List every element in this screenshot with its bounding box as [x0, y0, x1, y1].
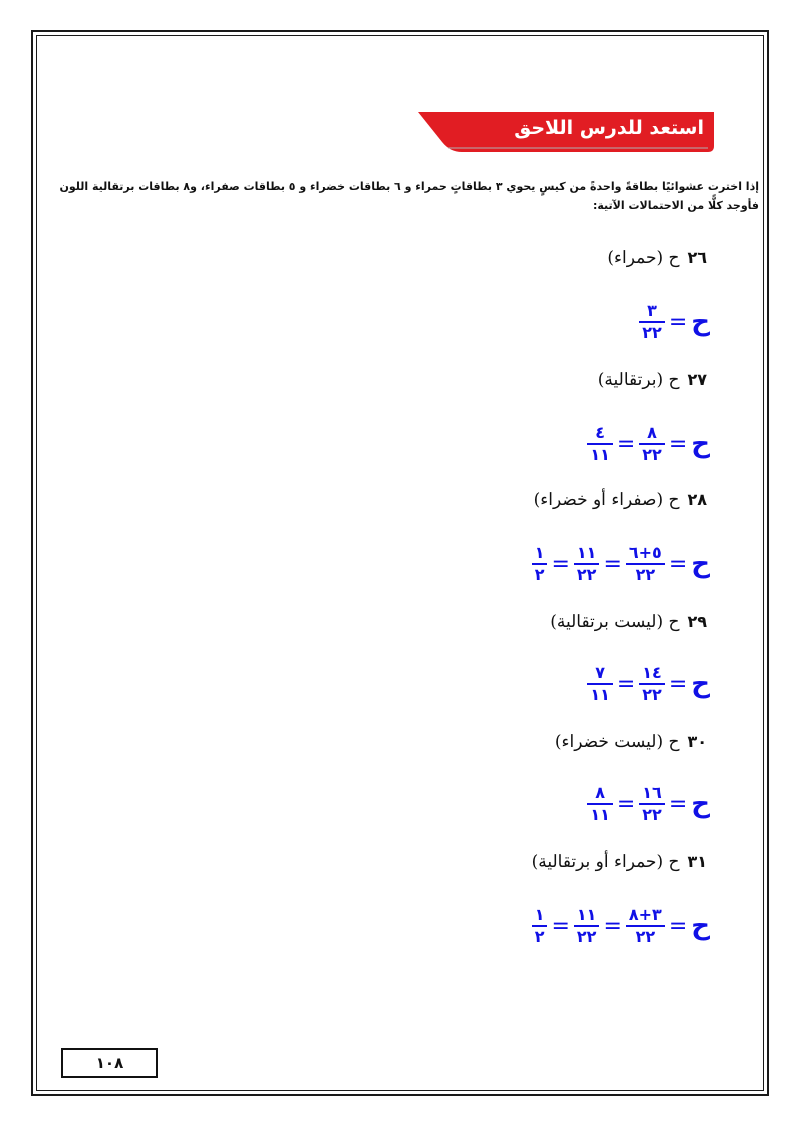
- question-text: ح (برتقالية): [597, 370, 680, 390]
- fraction: [574, 544, 600, 584]
- fraction: [626, 906, 665, 946]
- question-text: ح (ليست خضراء): [554, 732, 680, 752]
- question-text: ح (حمراء): [607, 248, 680, 268]
- equals-sign: =: [668, 431, 688, 457]
- question-number: ٣٠: [687, 732, 707, 751]
- numerator: ٨: [647, 423, 657, 442]
- equals-sign: =: [668, 913, 688, 939]
- question-number: ٢٧: [687, 370, 707, 389]
- answer-28: [532, 544, 710, 584]
- answer-31: [532, 906, 710, 946]
- numerator: ٥+٦: [628, 543, 662, 562]
- denominator: ٢٢: [635, 927, 656, 946]
- numerator: ١١: [576, 543, 597, 562]
- question-29: [550, 612, 707, 632]
- numerator: ٣: [647, 301, 657, 320]
- fraction: [639, 664, 665, 704]
- numerator: ٤: [595, 423, 605, 442]
- fraction: [639, 424, 665, 464]
- equals-sign: =: [616, 431, 636, 457]
- denominator: ٢٢: [642, 805, 662, 824]
- probability-symbol: ح: [691, 549, 710, 579]
- fraction: [587, 664, 613, 704]
- question-27: [598, 370, 707, 390]
- equals-sign: =: [551, 551, 570, 577]
- fraction: [574, 906, 600, 946]
- equals-sign: =: [668, 671, 688, 697]
- fraction: [587, 784, 613, 824]
- denominator: ١١: [590, 685, 610, 704]
- problem-intro: [39, 177, 759, 215]
- equals-sign: =: [616, 671, 636, 697]
- fraction: [532, 544, 548, 584]
- numerator: ٣+٨: [628, 905, 662, 924]
- fraction: [626, 544, 665, 584]
- equals-sign: =: [603, 913, 622, 939]
- equals-sign: =: [668, 791, 688, 817]
- numerator: ١٦: [642, 783, 662, 802]
- denominator: ٢٢: [642, 445, 662, 464]
- question-31: [532, 852, 707, 872]
- probability-symbol: ح: [691, 911, 710, 941]
- numerator: ١٤: [642, 663, 662, 682]
- fraction: [639, 784, 665, 824]
- answer-30: [587, 784, 710, 824]
- denominator: ٢٢: [635, 565, 656, 584]
- equals-sign: =: [616, 791, 636, 817]
- question-text: ح (حمراء أو برتقالية): [531, 852, 680, 872]
- question-number: ٣١: [687, 852, 707, 871]
- answer-29: [587, 664, 710, 704]
- denominator: ١١: [590, 805, 610, 824]
- question-30: [555, 732, 707, 752]
- question-28: [534, 490, 707, 510]
- equals-sign: =: [603, 551, 622, 577]
- question-text: ح (صفراء أو خضراء): [533, 490, 680, 510]
- probability-symbol: ح: [691, 307, 710, 337]
- numerator: ١: [534, 543, 545, 562]
- fraction: [587, 424, 613, 464]
- question-number: ٢٨: [687, 490, 707, 509]
- probability-symbol: ح: [691, 669, 710, 699]
- lesson-banner-title: استعد للدرس اللاحق: [514, 117, 704, 139]
- numerator: ١: [534, 905, 545, 924]
- denominator: ٢٢: [642, 685, 662, 704]
- answer-27: [587, 424, 710, 464]
- question-26: [607, 248, 707, 268]
- numerator: ١١: [576, 905, 597, 924]
- question-number: ٢٦: [687, 248, 707, 267]
- numerator: ٧: [595, 663, 605, 682]
- fraction: [532, 906, 548, 946]
- denominator: ٢٢: [576, 565, 597, 584]
- probability-symbol: ح: [691, 429, 710, 459]
- denominator: ٢: [534, 565, 545, 584]
- denominator: ٢: [534, 927, 545, 946]
- page-number: ١٠٨: [95, 1054, 124, 1072]
- question-number: ٢٩: [687, 612, 707, 631]
- answer-26: [639, 302, 710, 342]
- fraction: [639, 302, 665, 342]
- lesson-banner: [418, 112, 714, 152]
- question-text: ح (ليست برتقالية): [550, 612, 680, 632]
- equals-sign: =: [551, 913, 570, 939]
- page-number-box: [61, 1048, 158, 1078]
- intro-line-1: إذا اخترت عشوائيًا بطاقةً واحدةً من كيسٍ يحوي ٣ بطاقاتٍ حمراء و ٦ بطاقات خضراء و ٥ بطاقات صفراء، و٨ بطاقات برتقالية اللون: [59, 180, 759, 193]
- numerator: ٨: [595, 783, 605, 802]
- probability-symbol: ح: [691, 789, 710, 819]
- denominator: ٢٢: [642, 323, 662, 342]
- denominator: ١١: [590, 445, 610, 464]
- intro-line-2: فأوجد كلًّا من الاحتمالات الآتية:: [592, 199, 759, 212]
- equals-sign: =: [668, 551, 688, 577]
- equals-sign: =: [668, 309, 688, 335]
- denominator: ٢٢: [576, 927, 597, 946]
